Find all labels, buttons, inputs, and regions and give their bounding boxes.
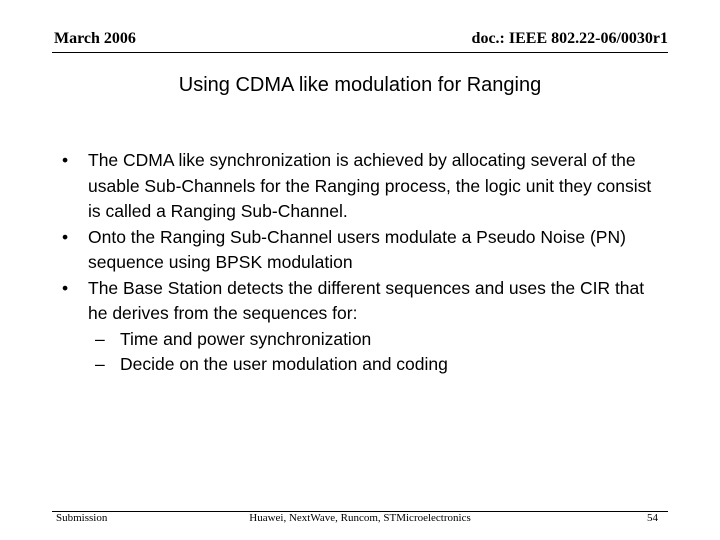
bullet-marker: •: [62, 150, 69, 170]
sub-bullet-item: [62, 352, 662, 378]
footer-submission: Submission: [56, 512, 108, 524]
bullet-text: Onto the Ranging Sub-Channel users modulate a Pseudo Noise (PN) sequence using BPSK modulation: [88, 226, 626, 272]
sub-bullet-text: Decide on the user modulation and coding: [120, 354, 448, 374]
slide-title: Using CDMA like modulation for Ranging: [178, 74, 542, 96]
header-doc-id: doc.: IEEE 802.22-06/0030r1: [471, 30, 668, 47]
bullet-marker: •: [62, 226, 69, 247]
header-date: March 2006: [54, 30, 136, 47]
header-rule: [52, 52, 668, 53]
bullet-item: [62, 276, 662, 327]
bullet-item: [62, 225, 662, 276]
bullet-item: [62, 148, 662, 225]
dash-marker: –: [95, 328, 105, 349]
slide-body: [62, 148, 662, 378]
bullet-marker: •: [62, 277, 69, 298]
bullet-text: The Base Station detects the different sequences and uses the CIR that he derives from the sequences for:: [88, 277, 645, 323]
bullet-text: The CDMA like synchronization is achieved by allocating several of the usable Sub-Channels for the Ranging process, the logic unit they consist is called a Ranging Sub-Channel.: [88, 150, 652, 221]
dash-marker: –: [95, 354, 105, 374]
footer-authors: Huawei, NextWave, Runcom, STMicroelectronics: [249, 512, 471, 524]
footer-page-number: 54: [647, 512, 658, 524]
sub-bullet-text: Time and power synchronization: [120, 328, 372, 349]
sub-bullet-item: [62, 327, 662, 353]
